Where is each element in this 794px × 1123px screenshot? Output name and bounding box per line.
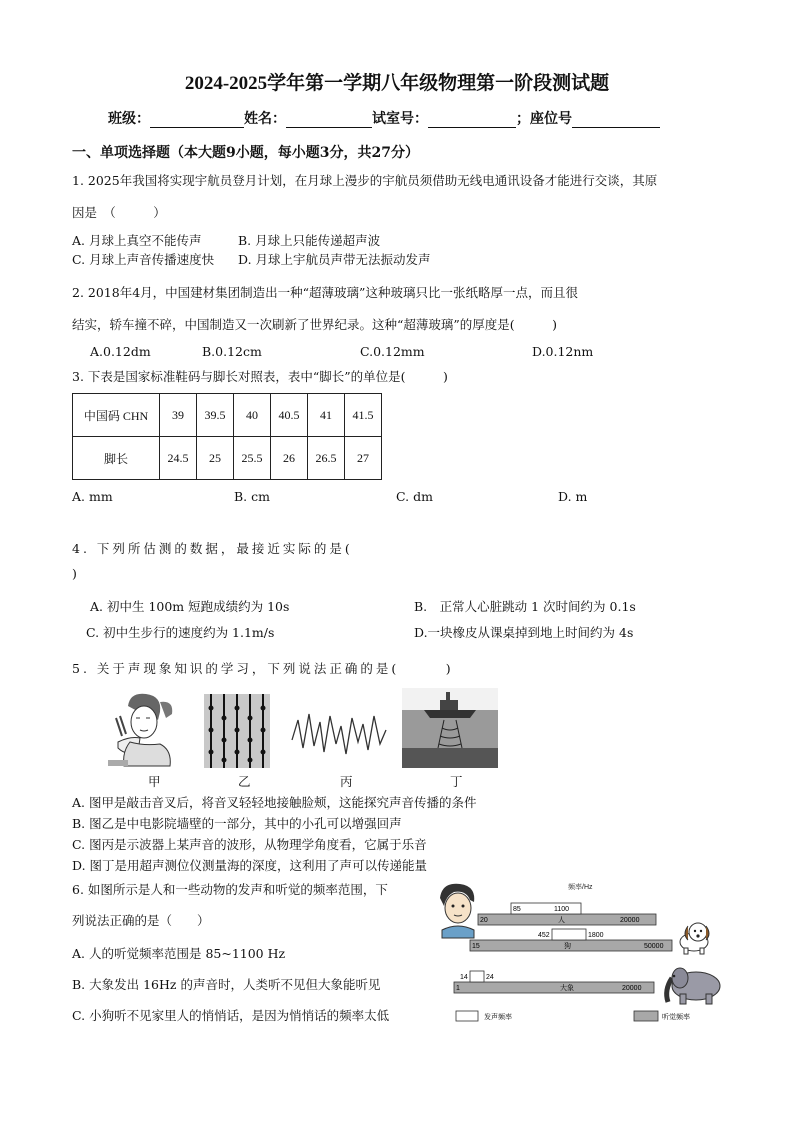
elephant-hear-high: 20000 <box>622 985 642 992</box>
dog-emit-bar <box>552 929 586 940</box>
caption-jia: 甲 <box>148 774 161 789</box>
q4-stem-line2: ) <box>72 566 77 581</box>
table-cell: 26 <box>271 437 308 480</box>
q2-option-a[interactable]: A.0.12dm <box>90 344 151 359</box>
legend-emit-swatch <box>456 1011 478 1021</box>
q6-option-b[interactable]: B. 大象发出 16Hz 的声音时，人类听不见但大象能听见 <box>72 977 381 992</box>
table-cell: 40 <box>234 394 271 437</box>
q5-option-d[interactable]: D. 图丁是用超声测位仪测量海的深度，这利用了声可以传递能量 <box>72 858 428 873</box>
caption-bing: 丙 <box>340 774 353 789</box>
q6-stem-line1: 6. 如图所示是人和一些动物的发声和听觉的频率范围，下 <box>72 882 388 897</box>
table-cell: 25 <box>197 437 234 480</box>
legend-hearing-label: 听觉频率 <box>662 1014 690 1021</box>
human-hear-low: 20 <box>480 917 488 924</box>
q1-option-a[interactable]: A. 月球上真空不能传声 <box>72 233 202 248</box>
human-emit-bar <box>511 903 581 914</box>
q3-stem: 3. 下表是国家标准鞋码与脚长对照表，表中“脚长”的单位是( ) <box>72 369 448 384</box>
table-cell: 40.5 <box>271 394 308 437</box>
human-emit-high: 1100 <box>554 906 570 913</box>
class-label: 班级： <box>108 111 150 127</box>
table-cell: 27 <box>345 437 382 480</box>
table-header-chn: 中国码 CHN <box>73 394 160 437</box>
q1-option-c[interactable]: C. 月球上声音传播速度快 <box>72 252 215 267</box>
dog-hear-high: 50000 <box>644 943 664 950</box>
frequency-range-chart <box>436 878 726 1028</box>
figure-bing-waveform <box>290 708 388 758</box>
table-cell: 41 <box>308 394 345 437</box>
elephant-emit-high: 24 <box>486 974 494 981</box>
q5-option-b[interactable]: B. 图乙是中电影院墙壁的一部分，其中的小孔可以增强回声 <box>72 816 402 831</box>
q3-option-c[interactable]: C. dm <box>396 489 433 504</box>
table-cell: 24.5 <box>160 437 197 480</box>
class-blank[interactable] <box>150 112 244 128</box>
figure-ding-sonar-ship <box>402 688 498 768</box>
dog-icon <box>680 923 709 954</box>
dog-name: 狗 <box>564 943 571 950</box>
legend-emit-label: 发声频率 <box>484 1014 512 1021</box>
q2-stem-line2: 结实，轿车撞不碎，中国制造又一次刷新了世界纪录。这种“超薄玻璃”的厚度是( ) <box>72 317 558 332</box>
q2-option-c[interactable]: C.0.12mm <box>360 344 425 359</box>
table-cell: 25.5 <box>234 437 271 480</box>
table-row <box>73 394 382 437</box>
q3-option-d[interactable]: D. m <box>558 489 588 504</box>
person-icon <box>440 884 474 938</box>
room-blank[interactable] <box>428 112 516 128</box>
human-emit-low: 85 <box>513 906 521 913</box>
figure-yi-wall-holes <box>204 694 270 768</box>
seat-blank[interactable] <box>572 112 660 128</box>
elephant-emit-bar <box>470 971 484 982</box>
q2-option-b[interactable]: B.0.12cm <box>202 344 262 359</box>
caption-ding: 丁 <box>450 774 463 789</box>
dog-hear-low: 15 <box>472 943 480 950</box>
legend-hearing-swatch <box>634 1011 658 1021</box>
q5-stem: 5. 关于声现象知识的学习，下列说法正确的是( ) <box>72 661 454 676</box>
chart-title: 频率/Hz <box>568 884 593 891</box>
dog-hearing-bar <box>470 940 672 951</box>
name-label: 姓名： <box>244 111 286 127</box>
q5-option-a[interactable]: A. 图甲是敲击音叉后，将音叉轻轻地接触脸颊，这能探究声音传播的条件 <box>72 795 477 810</box>
page-title: 2024-2025学年第一学期八年级物理第一阶段测试题 <box>184 73 610 94</box>
caption-yi: 乙 <box>238 774 251 789</box>
q2-stem-line1: 2. 2018年4月，中国建材集团制造出一种“超薄玻璃”这种玻璃只比一张纸略厚一点，而且很 <box>72 285 578 300</box>
human-name: 人 <box>558 917 565 924</box>
room-label: 试室号： <box>372 111 428 127</box>
q6-stem-line2: 列说法正确的是（ ） <box>72 913 210 928</box>
q3-option-b[interactable]: B. cm <box>234 489 270 504</box>
figure-jia-tuning-fork <box>100 686 182 768</box>
table-header-foot: 脚长 <box>73 437 160 480</box>
q1-stem-line1: 1. 2025年我国将实现宇航员登月计划，在月球上漫步的宇航员须借助无线电通讯设备才能进行交谈，其原 <box>72 173 658 188</box>
q1-stem-line2: 因是 （ ） <box>72 205 166 220</box>
q4-option-d[interactable]: D.一块橡皮从课桌掉到地上时间约为 4s <box>414 625 634 640</box>
elephant-name: 大象 <box>560 985 574 992</box>
seat-label: ；座位号 <box>516 111 572 127</box>
q6-option-c[interactable]: C. 小狗听不见家里人的悄悄话，是因为悄悄话的频率太低 <box>72 1008 390 1023</box>
table-row <box>73 437 382 480</box>
q5-option-c[interactable]: C. 图丙是示波器上某声音的波形，从物理学角度看，它属于乐音 <box>72 837 427 852</box>
q3-option-a[interactable]: A. mm <box>72 489 113 504</box>
table-cell: 39.5 <box>197 394 234 437</box>
q1-option-b[interactable]: B. 月球上只能传递超声波 <box>238 233 381 248</box>
name-blank[interactable] <box>286 112 372 128</box>
q1-option-d[interactable]: D. 月球上宇航员声带无法振动发声 <box>238 252 431 267</box>
section-heading: 一、单项选择题（本大题9小题，每小题3分，共27分） <box>72 145 419 161</box>
elephant-hear-low: 1 <box>456 985 460 992</box>
table-cell: 39 <box>160 394 197 437</box>
dog-emit-high: 1800 <box>588 932 604 939</box>
elephant-icon <box>667 968 720 1004</box>
q4-option-c[interactable]: C. 初中生步行的速度约为 1.1m/s <box>86 625 275 640</box>
q6-option-a[interactable]: A. 人的听觉频率范围是 85~1100 Hz <box>72 946 286 961</box>
human-hear-high: 20000 <box>620 917 640 924</box>
table-cell: 41.5 <box>345 394 382 437</box>
q2-option-d[interactable]: D.0.12nm <box>532 344 594 359</box>
dog-emit-low: 452 <box>538 932 550 939</box>
q4-option-b[interactable]: B. 正常人心脏跳动 1 次时间约为 0.1s <box>414 599 636 614</box>
elephant-emit-low: 14 <box>460 974 468 981</box>
shoe-size-table <box>72 393 382 480</box>
q4-stem-line1: 4. 下列所估测的数据，最接近实际的是( <box>72 541 353 556</box>
table-cell: 26.5 <box>308 437 345 480</box>
info-line <box>108 108 660 128</box>
q4-option-a[interactable]: A. 初中生 100m 短跑成绩约为 10s <box>90 599 290 614</box>
